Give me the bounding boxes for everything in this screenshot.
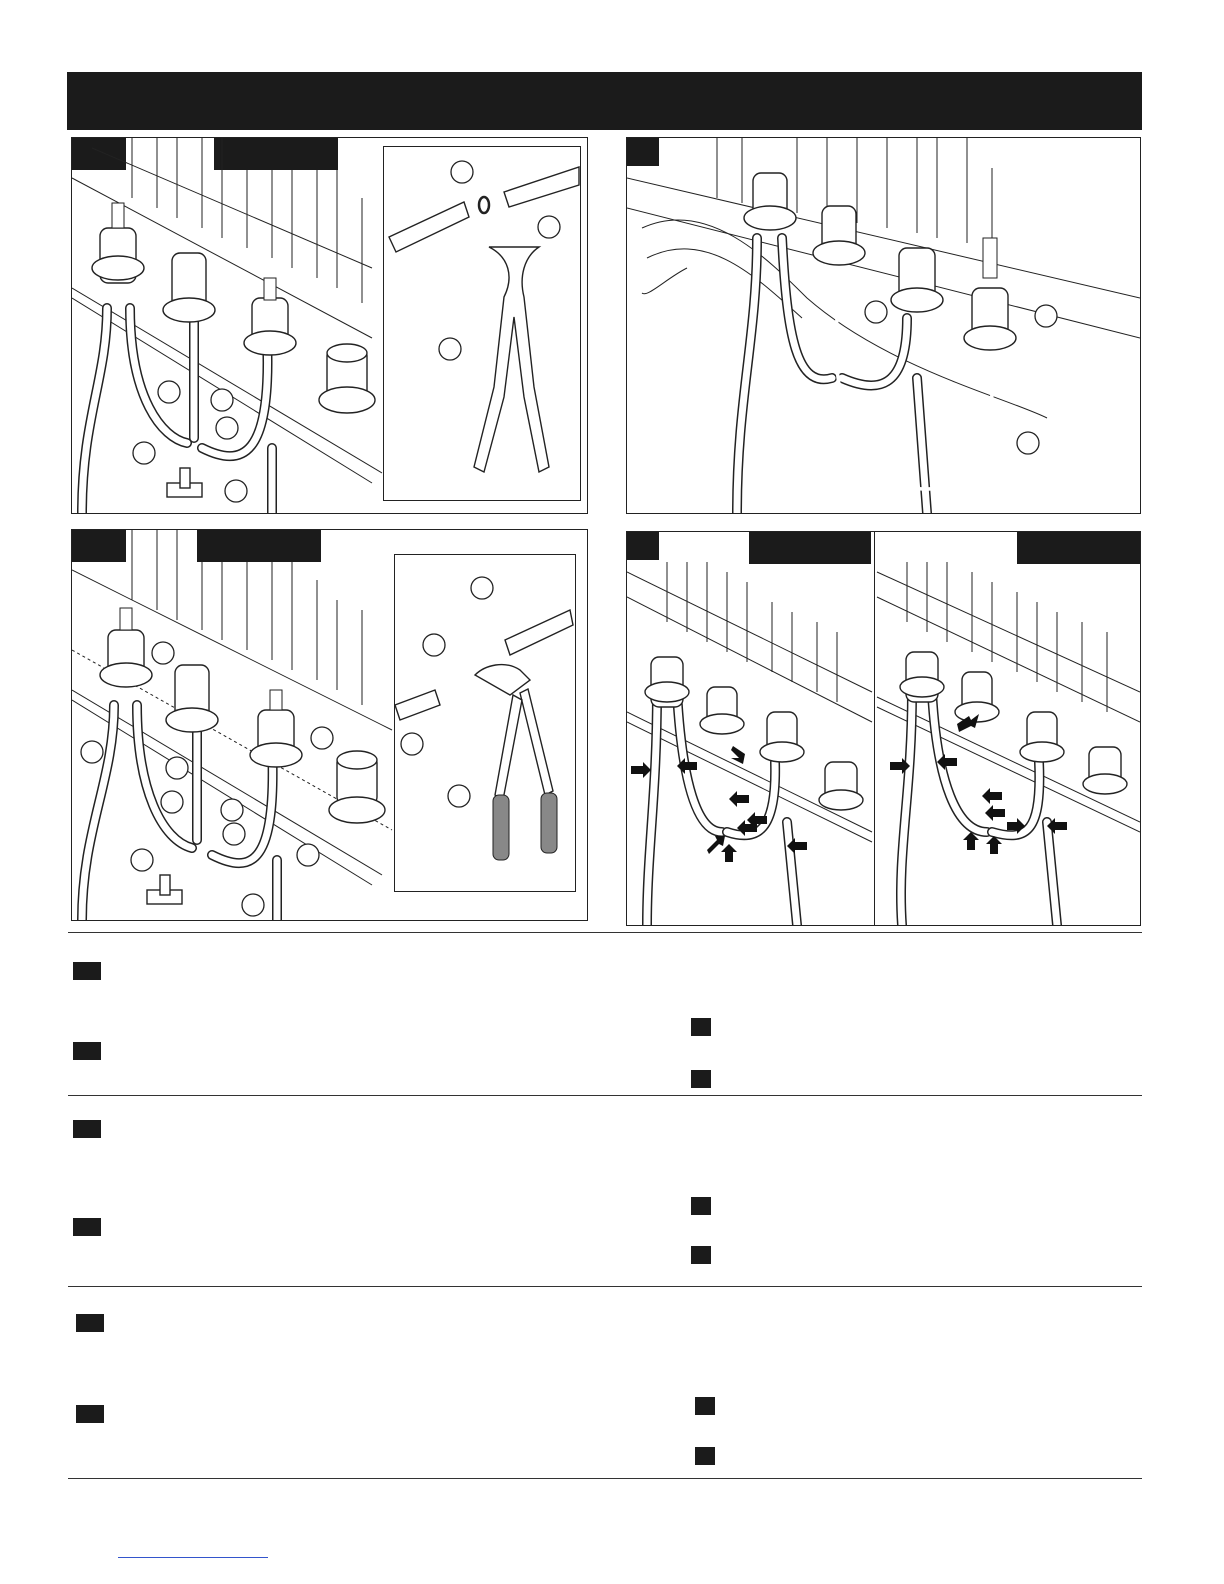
crimp-tool-inset <box>383 146 581 501</box>
figure-panel-check <box>626 531 1141 926</box>
figure-panel-expansion <box>71 529 588 921</box>
valve-icon <box>891 248 943 312</box>
valve-icon <box>700 687 744 734</box>
valve-icon <box>645 657 689 707</box>
valve-icon <box>250 690 302 767</box>
step-badge <box>76 1405 104 1423</box>
connection-check-diagram <box>627 532 1140 925</box>
valve-icon <box>900 652 944 702</box>
tee-fitting-icon <box>147 875 182 904</box>
step-badge <box>691 1197 711 1215</box>
valve-connected-diagram <box>627 138 1140 513</box>
expansion-tool-inset <box>394 554 576 892</box>
page-title-bar <box>67 72 1142 130</box>
section-divider <box>68 1095 1142 1096</box>
spout-icon <box>319 344 375 413</box>
step-badge <box>73 1120 101 1138</box>
valve-icon <box>760 712 804 762</box>
spout-icon <box>329 751 385 823</box>
step-badge <box>691 1246 711 1264</box>
step-badge <box>73 962 101 980</box>
spout-icon <box>964 238 1016 350</box>
step-badge <box>73 1218 101 1236</box>
figure-panel-crimp <box>71 137 588 514</box>
footer-link[interactable] <box>118 1557 268 1558</box>
step-badge <box>691 1018 711 1036</box>
valve-icon <box>244 278 296 355</box>
spout-icon <box>819 762 863 810</box>
tee-fitting-icon <box>167 468 202 497</box>
spout-icon <box>1083 747 1127 794</box>
expansion-tool-icon <box>395 610 573 860</box>
valve-icon <box>955 672 999 722</box>
valve-icon <box>1020 712 1064 762</box>
step-badge <box>695 1447 715 1465</box>
section-divider <box>68 1478 1142 1479</box>
valve-icon <box>744 173 796 230</box>
valve-icon <box>163 253 215 322</box>
section-divider <box>68 932 1142 933</box>
step-badge <box>691 1070 711 1088</box>
valve-icon <box>100 608 152 687</box>
step-badge <box>73 1042 101 1060</box>
valve-icon <box>166 665 218 732</box>
figure-panel-connected <box>626 137 1141 514</box>
step-badge <box>695 1397 715 1415</box>
step-badge <box>76 1314 104 1332</box>
section-divider <box>68 1286 1142 1287</box>
valve-icon <box>92 203 144 283</box>
crimp-tool-icon <box>389 167 579 472</box>
